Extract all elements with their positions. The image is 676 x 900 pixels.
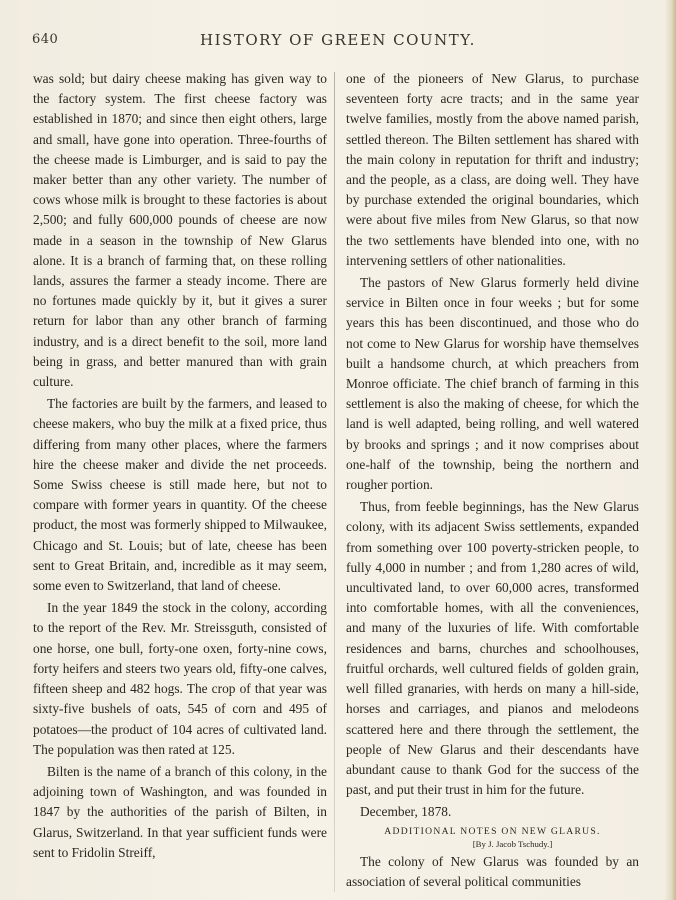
paragraph: The factories are built by the farmers, and leased to cheese makers, who buy the milk at a fixed price, thus differing from many other places, where the farmers hire the cheese maker and divide the net proceeds. Some Swiss cheese is still made here, but not to compare with former years in quantity. Of the cheese product, the most was formerly shipped to Milwaukee, Chicago and St. Louis; but of late, cheese has been sent to Great Britain, and, incredible as it may seem, some even to Switzerland, that land of cheese. [33,396,327,594]
paragraph: In the year 1849 the stock in the colony, according to the report of the Rev. Mr. Streissguth, consisted of one horse, one bull, forty-one oxen, forty-nine cows, forty heifers and steers two years old, fifty-one calves, fifteen sheep and 482 hogs. The crop of that year was sixty-five bushels of oats, 545 of corn and 495 of potatoes—the product of 104 acres of cultivated land. The population was then rated at 125. [33,600,327,757]
paragraph: one of the pioneers of New Glarus, to purchase seventeen forty acre tracts; and in the same year twelve families, mostly from the above named parish, settled thereon. The Bilten settlement has shared with the main colony in reputation for thrift and industry; and the people, as a class, are doing well. They have by purchase extended the original boundaries, which were about five miles from New Glarus, so that now the two settlements have blended into one, with no intervening settlers of other nationalities. [346,71,639,268]
notes-heading: ADDITIONAL NOTES ON NEW GLARUS. [384,825,601,837]
right-column [346,69,639,894]
dateline: December, 1878. [360,804,452,820]
paragraph: was sold; but dairy cheese making has given way to the factory system. The first cheese factory was established in 1870; and since then eight others, large and small, have gone into operation. Three-fourths of the cheese made is Limburger, and is said to pay the maker better than any other variety. The number of cows whose milk is brought to these factories is about 2,500; and fully 600,000 pounds of cheese are now made in a season in the township of New Glarus alone. It is a branch of farming that, on these rolling lands, assures the farmer a steady income. There are no fortunes made quickly by it, but it gives a surer return for labor than any other branch of farming industry, and is a direct benefit to the soil, more land being in grass, and better manured than with grain culture. [33,71,327,390]
page-edge [664,0,676,900]
paragraph: Bilten is the name of a branch of this colony, in the adjoining town of Washington, and was founded in 1847 by the authorities of the parish of Bilten, in Glarus, Switzerland. In that year sufficient funds were sent to Fridolin Streiff, [33,763,327,860]
paragraph: The colony of New Glarus was founded by an association of several political communities [346,853,639,889]
page-number: 640 [32,32,59,47]
paragraph: Thus, from feeble beginnings, has the New Glarus colony, with its adjacent Swiss settlements, expanded from something over 100 poverty-stricken people, to fully 4,000 in number ; and from 1,280 acres of wild, uncultivated land, to over 60,000 acres, transformed into comfortable homes, with all the conveniences, and many of the luxuries of life. With comfortable residences and barns, churches and schoolhouses, fruitful orchards, well cultured fields of golden grain, well filled granaries, with herds on many a hill-side, horses and carriages, and pianos and melodeons scattered here and there through the settlement, the people of New Glarus and their descendants have abundant cause to thank God for the success of the past, and put their trust in him for the future. [346,499,639,798]
paragraph: The pastors of New Glarus formerly held divine service in Bilten once in four weeks ; but for some years this has been discontinued, and those who do not come to New Glarus for worship have themselves built a handsome church, at which preachers from Monroe officiate. The chief branch of farming in this settlement is also the making of cheese, for which the land is well adapted, being rolling, and well watered by brooks and springs ; and it now comprises about one-half of the township, being the northern and rougher portion. [346,275,639,493]
left-column [33,69,327,865]
running-title: HISTORY OF GREEN COUNTY. [200,31,476,49]
notes-byline: [By J. Jacob Tschudy.] [472,838,553,849]
column-divider [334,72,335,892]
